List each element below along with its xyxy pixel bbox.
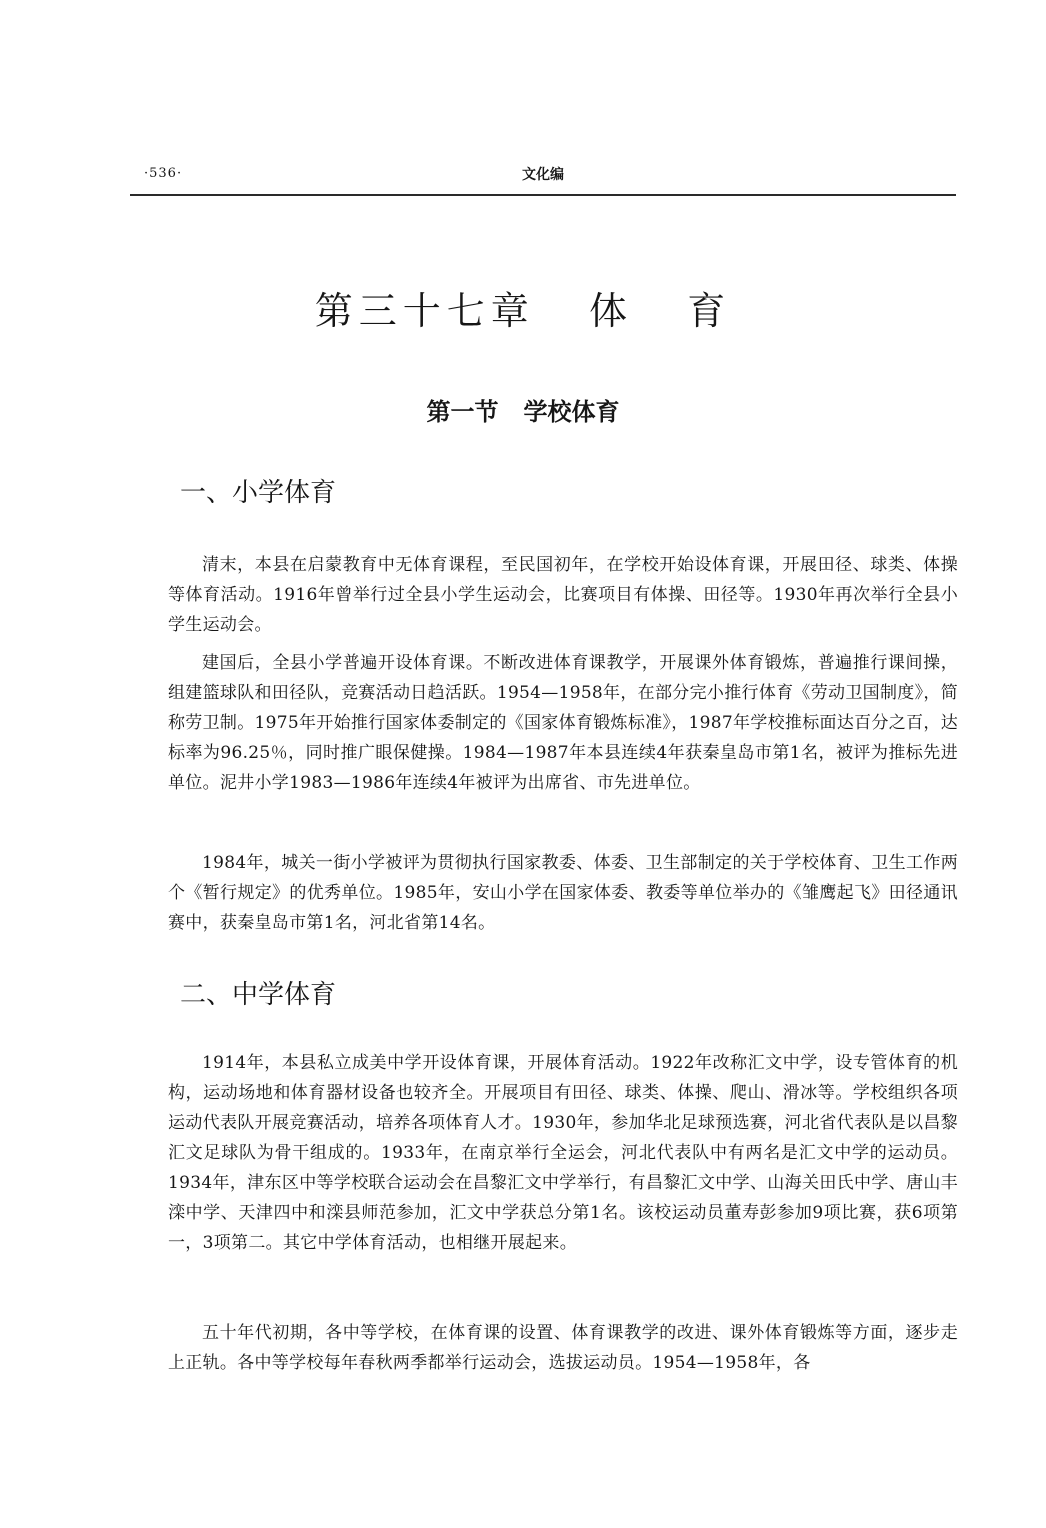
- paragraph: 1914年，本县私立成美中学开设体育课，开展体育活动。1922年改称汇文中学，设专管体育的机构，运动场地和体育器材设备也较齐全。开展项目有田径、球类、体操、爬山、滑冰等。学校组织各项运动代表队开展竞赛活动，培养各项体育人才。1930年，参加华北足球预选赛，河北省代表队是以昌黎汇文足球队为骨干组成的。1933年，在南京举行全运会，河北代表队中有两名是汇文中学的运动员。1934年，津东区中等学校联合运动会在昌黎汇文中学举行，有昌黎汇文中学、山海关田氏中学、唐山丰滦中学、天津四中和滦县师范参加，汇文中学获总分第1名。该校运动员董寿彭参加9项比赛，获6项第一，3项第二。其它中学体育活动，也相继开展起来。: [168, 1053, 958, 1253]
- paragraph: 五十年代初期，各中等学校，在体育课的设置、体育课教学的改进、课外体育锻炼等方面，逐步走上正轨。各中等学校每年春秋两季都举行运动会，选拔运动员。1954—1958年，各: [168, 1323, 958, 1373]
- subsection-title-primary-school: 一、小学体育: [180, 478, 337, 508]
- page-number: ·536·: [144, 166, 183, 181]
- paragraph: 建国后，全县小学普遍开设体育课。不断改进体育课教学，开展课外体育锻炼，普遍推行课间操，组建篮球队和田径队，竞赛活动日趋活跃。1954—1958年，在部分完小推行体育《劳动卫国制度》，简称劳卫制。1975年开始推行国家体委制定的《国家体育锻炼标准》，1987年学校推标面达百分之百，达标率为96.25％，同时推广眼保健操。1984—1987年本县连续4年获秦皇岛市第1名，被评为推标先进单位。泥井小学1983—1986年连续4年被评为出席省、市先进单位。: [168, 653, 958, 793]
- paragraph: 清末，本县在启蒙教育中无体育课程，至民国初年，在学校开始设体育课，开展田径、球类、体操等体育活动。1916年曾举行过全县小学生运动会，比赛项目有体操、田径等。1930年再次举行全县小学生运动会。: [168, 555, 958, 635]
- section-title: 第一节 学校体育: [426, 398, 620, 426]
- running-header-section-name: 文化编: [522, 167, 564, 183]
- paragraph: 1984年，城关一街小学被评为贯彻执行国家教委、体委、卫生部制定的关于学校体育、卫生工作两个《暂行规定》的优秀单位。1985年，安山小学在国家体委、教委等单位举办的《雏鹰起飞》田径通讯赛中，获秦皇岛市第1名，河北省第14名。: [168, 853, 958, 933]
- running-header: [130, 160, 956, 196]
- subsection-title-middle-school: 二、中学体育: [180, 980, 337, 1010]
- chapter-title: 第三十七章 体 育: [314, 289, 732, 333]
